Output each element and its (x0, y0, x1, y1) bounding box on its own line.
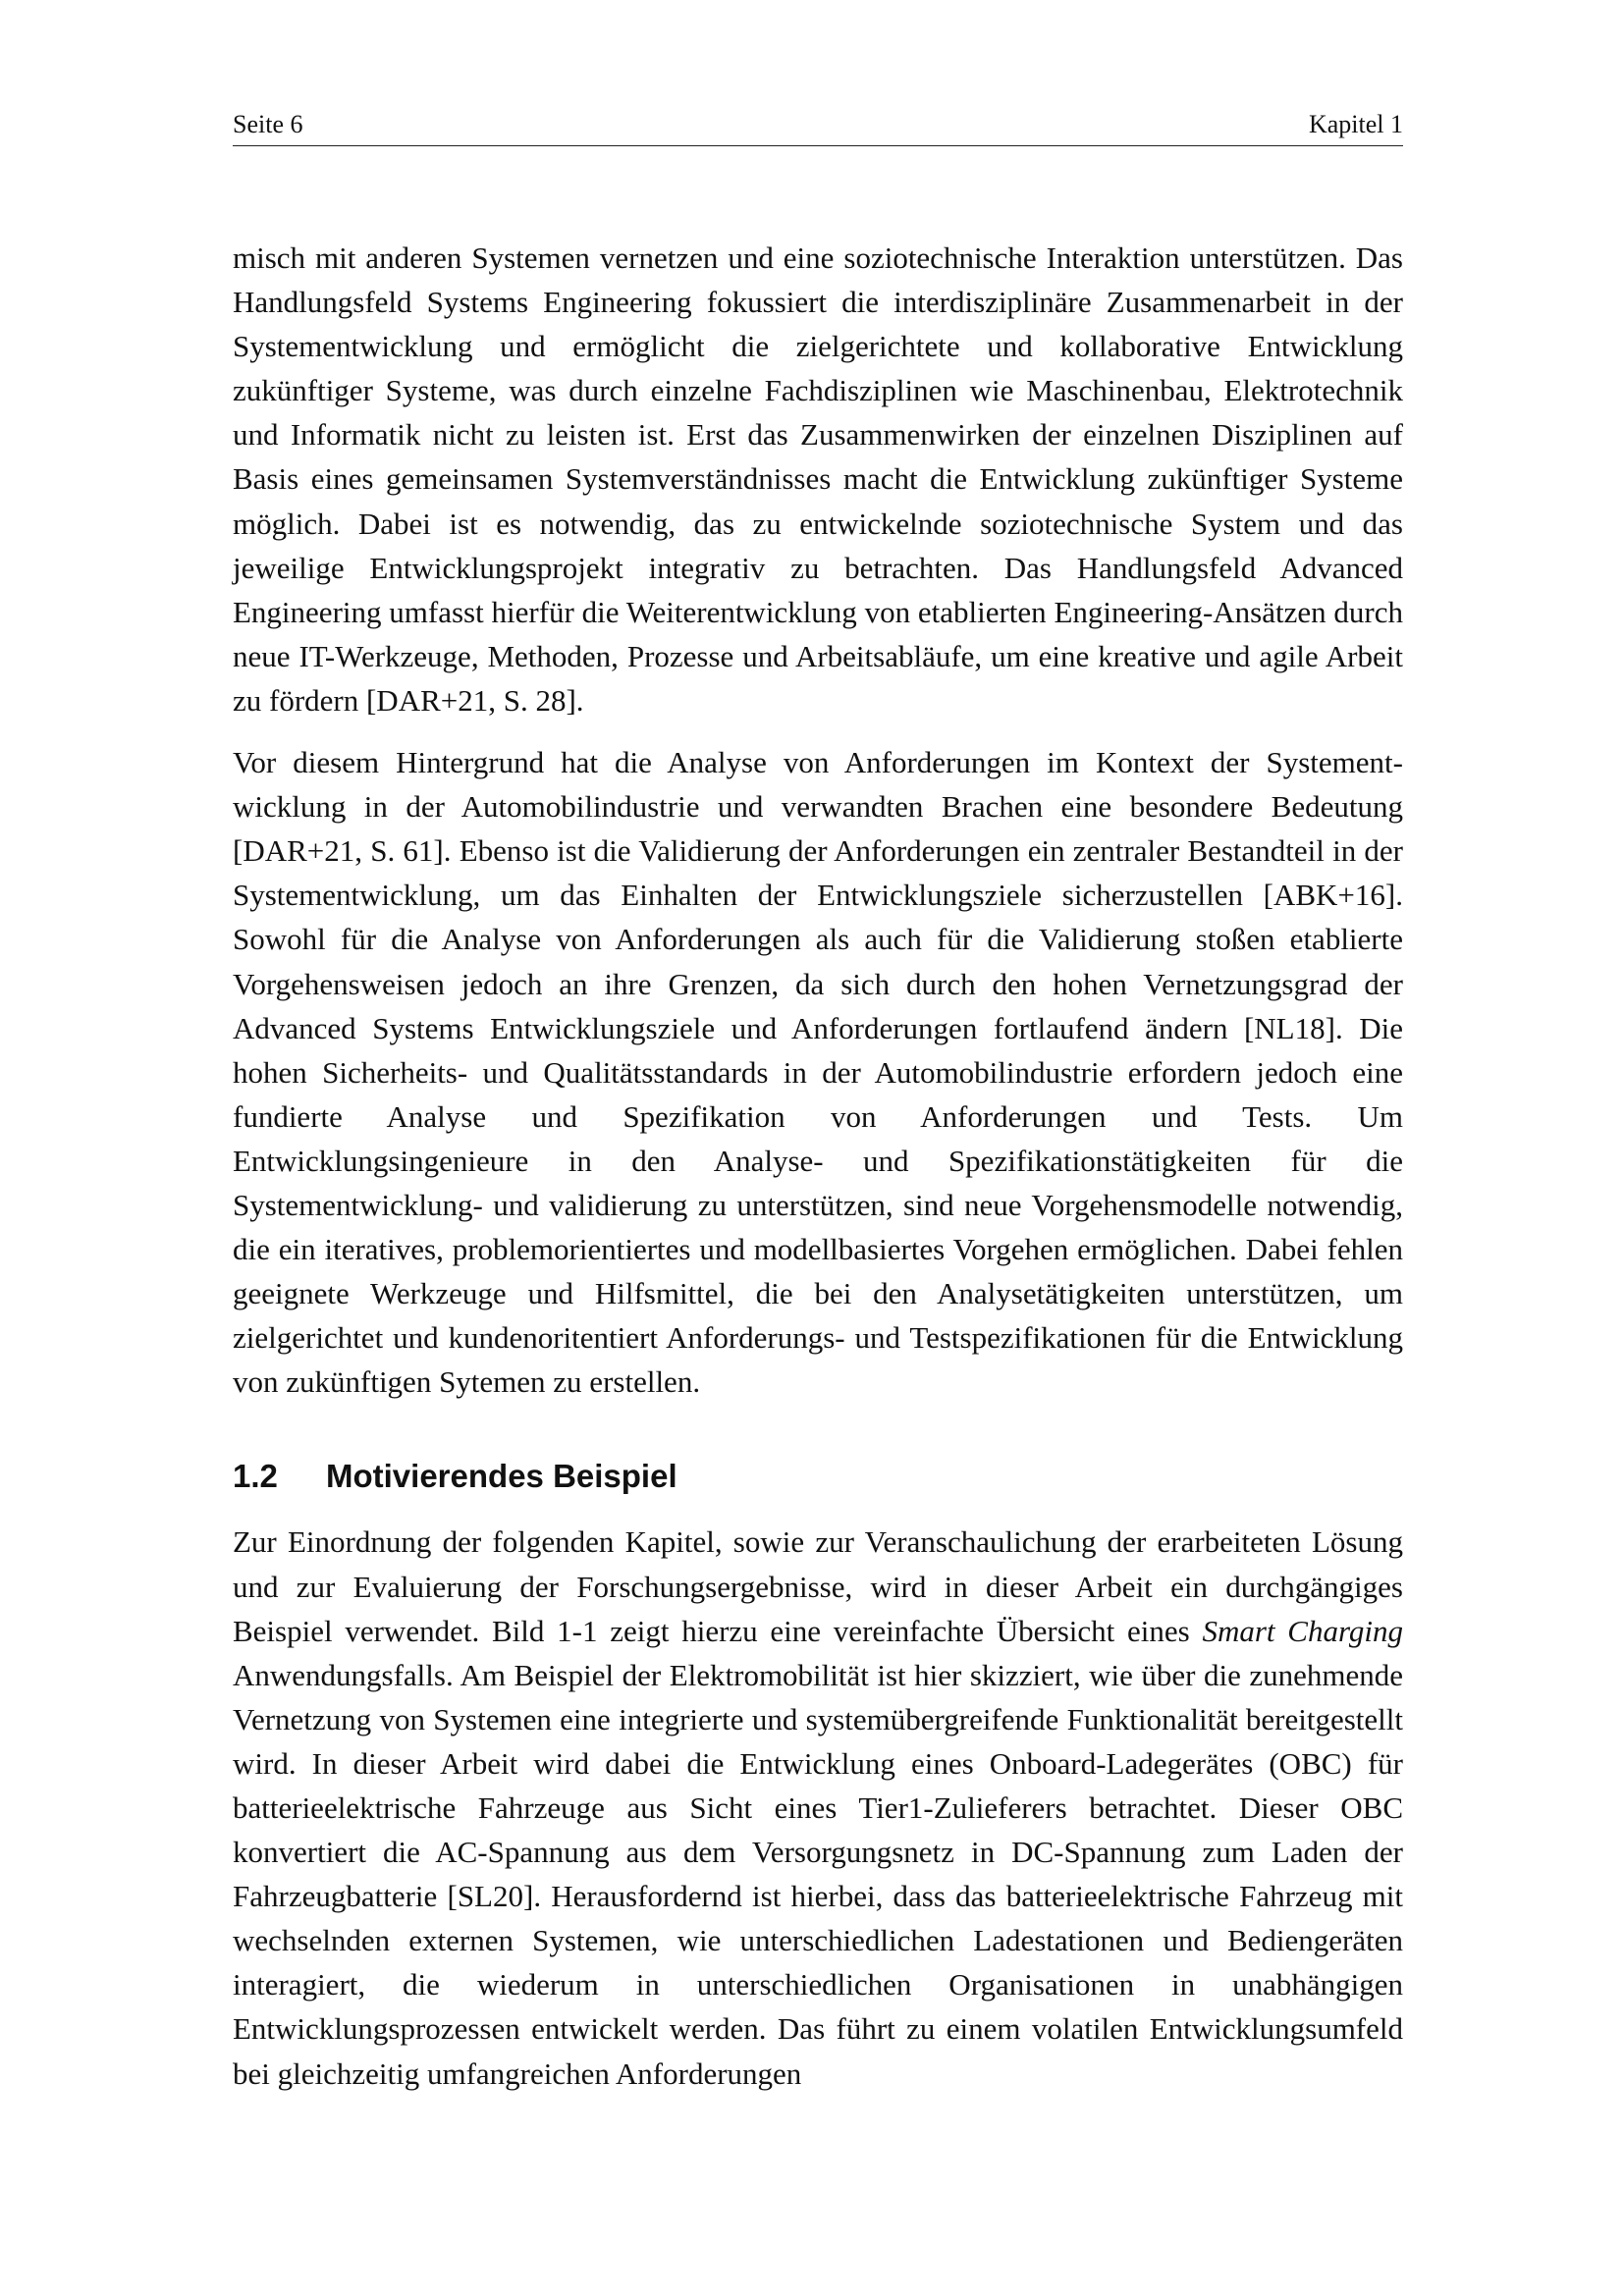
paragraph-motivating-example-part1: Zur Einordnung der folgenden Kapitel, sowie zur Veranschaulichung der erarbeiteten Lösung und zur Evaluierung der Forschungsergebnisse, wird in dieser Arbeit ein durchgängiges Beispiel verwendet. Bild 1-1 zeigt hierzu eine vereinfachte Übersicht eines (233, 1524, 1403, 1648)
smart-charging-term: Smart Charging (1202, 1613, 1403, 1648)
paragraph-motivating-example-part2: Anwendungsfalls. Am Beispiel der Elektromobilität ist hier skizziert, wie über die zunehmende Vernetzung von Systemen eine integrierte und systemübergreifende Funktionalität bereitgestellt wird. In dieser Arbeit wird dabei die Entwicklung eines Onboard-Ladegerätes (OBC) für batterieelektrische Fahrzeuge aus Sicht eines Tier1-Zulieferers betrachtet. Dieser OBC konvertiert die AC-Spannung aus dem Versorgungsnetz in DC-Spannung zum Laden der Fahrzeugbatterie [SL20]. Herausfordernd ist hierbei, dass das batterieelektrische Fahrzeug mit wechselnden externen Systemen, wie unterschiedlichen Ladestationen und Bediengeräten interagiert, die wiederum in unterschiedlichen Organisationen in unabhängigen Entwicklungsprozessen entwickelt werden. Das führt zu einem volatilen Entwicklungsumfeld bei gleichzeitig umfangreichen Anforderungen (233, 1657, 1403, 2091)
body-text (233, 236, 1403, 2096)
page-number-label: Seite 6 (233, 110, 303, 138)
section-heading (233, 1457, 1403, 1496)
section-number: 1.2 (233, 1458, 278, 1495)
paragraph-motivating-example (233, 1520, 1403, 2095)
section-title: Motivierendes Beispiel (326, 1458, 677, 1495)
paragraph-requirements-analysis: Vor diesem Hintergrund hat die Analyse von Anforderungen im Kontext der Systementwicklung in der Automobilindustrie und verwandten Brachen eine besondere Bedeutung [DAR+21, S. 61]. Ebenso ist die Validierung der Anforderungen ein zentraler Bestandteil in der Systementwicklung, um das Einhalten der Entwicklungsziele sicherzustellen [ABK+16]. Sowohl für die Analyse von Anforderungen als auch für die Validierung stoßen etablierte Vorgehensweisen jedoch an ihre Grenzen, da sich durch den hohen Vernetzungsgrad der Advanced Systems Entwicklungsziele und Anforderungen fortlaufend ändern [NL18]. Die hohen Sicherheits- und Qualitätsstandards in der Automobilindustrie erfordern jedoch eine fundierte Analyse und Spezifikation von Anforderungen und Tests. Um Entwicklungsingenieure in den Analyse- und Spezifikationstätigkeiten für die Systementwicklung- und validierung zu unterstützen, sind neue Vorgehensmodelle notwendig, die ein iteratives, problemorientiertes und modellbasiertes Vorgehen ermöglichen. Dabei fehlen geeignete Werkzeuge und Hilfsmittel, die bei den Analysetätigkeiten unterstützen, um zielgerichtet und kundenoritentiert Anforderungs- und Testspezifikationen für die Entwicklung von zukünftigen Sytemen zu erstellen. (233, 745, 1403, 1400)
paragraph-systems-engineering: misch mit anderen Systemen vernetzen und eine soziotechnische Interaktion unterstützen. Das Handlungsfeld Systems Engineering fokussiert die interdisziplinäre Zusammenarbeit in der Systementwicklung und ermöglicht die zielgerichtete und kollaborative Entwicklung zukünftiger Systeme, was durch einzelne Fachdisziplinen wie Maschinenbau, Elektrotechnik und Informatik nicht zu leisten ist. Erst das Zusammenwirken der einzelnen Disziplinen auf Basis eines gemeinsamen Systemverständnisses macht die Entwicklung zukünftiger Systeme möglich. Dabei ist es notwendig, das zu entwickelnde soziotechnische System und das jeweilige Entwicklungsprojekt integrativ zu betrachten. Das Handlungsfeld Advanced Engineering umfasst hierfür die Weiterentwicklung von etablierten Engineering-Ansätzen durch neue IT-Werkzeuge, Methoden, Prozesse und Arbeitsabläufe, um eine kreative und agile Arbeit zu fördern [DAR+21, S. 28]. (233, 240, 1403, 718)
running-header (233, 110, 1403, 146)
chapter-label: Kapitel 1 (1308, 110, 1403, 138)
